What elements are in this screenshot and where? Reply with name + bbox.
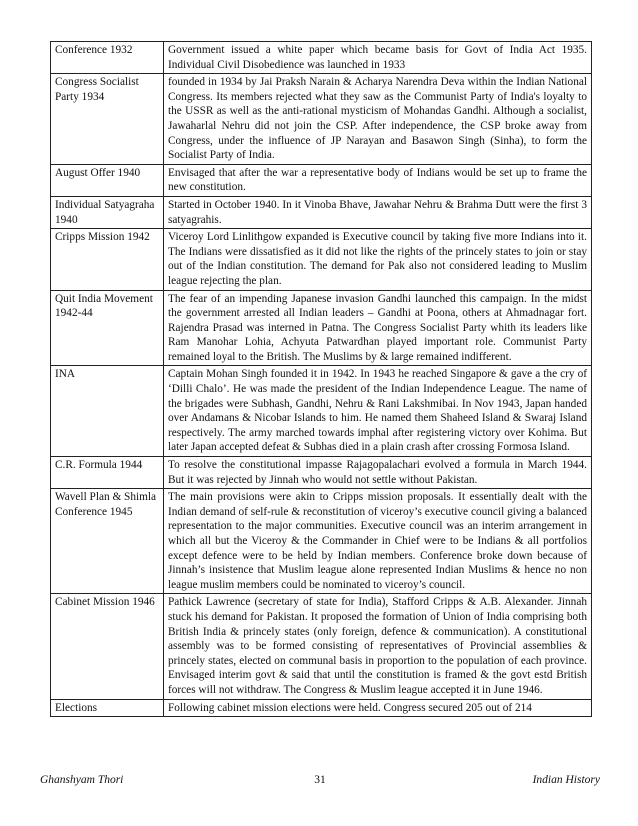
table-row <box>51 290 592 366</box>
table-row <box>51 366 592 457</box>
row-topic: August Offer 1940 <box>51 164 164 196</box>
table-row <box>51 229 592 290</box>
row-description: Envisaged that after the war a representative body of Indians would be set up to frame the new constitution. <box>164 164 592 196</box>
footer-subject: Indian History <box>532 774 600 786</box>
table-row <box>51 489 592 594</box>
row-topic: Conference 1932 <box>51 42 164 74</box>
row-topic: Congress Socialist Party 1934 <box>51 74 164 165</box>
history-notes-table <box>50 41 592 717</box>
row-description: founded in 1934 by Jai Praksh Narain & Acharya Narendra Deva within the Indian National Congress. Its members rejected what they saw as the Communist Party of India's loyalty to the USSR as well as the anti-rational mysticism of Mohandas Gandhi. Although a socialist, Jawaharlal Nehru did not join the CSP. After independence, the CSP broke away from Congress, under the influence of JP Narayan and Basawon Singh (Sinha), to form the Socialist Party of India. <box>164 74 592 165</box>
row-topic: Quit India Movement 1942-44 <box>51 290 164 366</box>
row-topic: C.R. Formula 1944 <box>51 457 164 489</box>
row-description: The main provisions were akin to Cripps mission proposals. It essentially dealt with the Indian demand of self-rule & reconstitution of viceroy’s executive council giving a balanced representation to the major communities. Executive council was an interim arrangement in which all but the Viceroy & the Commander in Chief were to be Indians & all portfolios except defence were to be held by Indian members. Conference broke down because of Jinnah’s insistence that Muslim league alone represented Indian Muslims & hence no non league muslim members could be nominated to viceroy’s council. <box>164 489 592 594</box>
footer-author: Ghanshyam Thori <box>40 774 124 786</box>
row-topic: Elections <box>51 699 164 717</box>
table-row <box>51 594 592 699</box>
row-description: The fear of an impending Japanese invasion Gandhi launched this campaign. In the midst the government arrested all Indian leaders – Gandhi at Poona, others at Ahmadnagar fort. Rajendra Prasad was interned in Patna. The Congress Socialist Party whith its leaders like Ram Manohar Lohia, Achyuta Patwardhan played important role. Communist Party remained loyal to the British. The Muslims by & large remained indifferent. <box>164 290 592 366</box>
table-row <box>51 42 592 74</box>
table-row <box>51 74 592 165</box>
row-description: Viceroy Lord Linlithgow expanded is Executive council by taking five more Indians into it. The Indians were dissatisfied as it did not like the rights of the princely states to join or stay out of the Indian constitution. The demand for Pak also not considered leading to Muslim league rejecting the plan. <box>164 229 592 290</box>
row-topic: Wavell Plan & Shimla Conference 1945 <box>51 489 164 594</box>
footer-page-number: 31 <box>314 774 326 786</box>
row-description: Government issued a white paper which became basis for Govt of India Act 1935. Individual Civil Disobedience was launched in 1933 <box>164 42 592 74</box>
row-topic: INA <box>51 366 164 457</box>
table-row <box>51 196 592 228</box>
table-row <box>51 457 592 489</box>
table-row <box>51 164 592 196</box>
row-topic: Cripps Mission 1942 <box>51 229 164 290</box>
row-description: Following cabinet mission elections were held. Congress secured 205 out of 214 <box>164 699 592 717</box>
row-topic: Cabinet Mission 1946 <box>51 594 164 699</box>
row-description: Started in October 1940. In it Vinoba Bhave, Jawahar Nehru & Brahma Dutt were the first 3 satyagrahis. <box>164 196 592 228</box>
page-footer <box>40 774 600 790</box>
row-description: To resolve the constitutional impasse Rajagopalachari evolved a formula in March 1944. But it was rejected by Jinnah who would not settle without Pakistan. <box>164 457 592 489</box>
table-body <box>51 42 592 717</box>
row-description: Captain Mohan Singh founded it in 1942. In 1943 he reached Singapore & gave a the cry of ‘Dilli Chalo’. He was made the president of the Indian Independence League. The name of the brigades were Subhash, Gandhi, Nehru & Rani Lakshmibai. In Nov 1943, Japan handed over Andamans & Nicobar Islands to him. He named them Shaheed Island & Swaraj Island respectively. The army marched towards imphal after registering victory over Kohima. But later Japan accepted defeat & Subhas died in a plain crash after crossing Formosa Island. <box>164 366 592 457</box>
table-row <box>51 699 592 717</box>
row-description: Pathick Lawrence (secretary of state for India), Stafford Cripps & A.B. Alexander. Jinnah stuck his demand for Pakistan. It proposed the formation of Union of India comprising both British India & princely states (only foreign, defence & communication). A constitutional assembly was to be formed consisting of representatives of Provincial assemblies & princely states, elected on communal basis in proportion to the population of each province. Envisaged interim govt & said that until the constitution is framed & the govt estd British forces will not withdraw. The Congress & Muslim league accepted it in June 1946. <box>164 594 592 699</box>
row-topic: Individual Satyagraha 1940 <box>51 196 164 228</box>
